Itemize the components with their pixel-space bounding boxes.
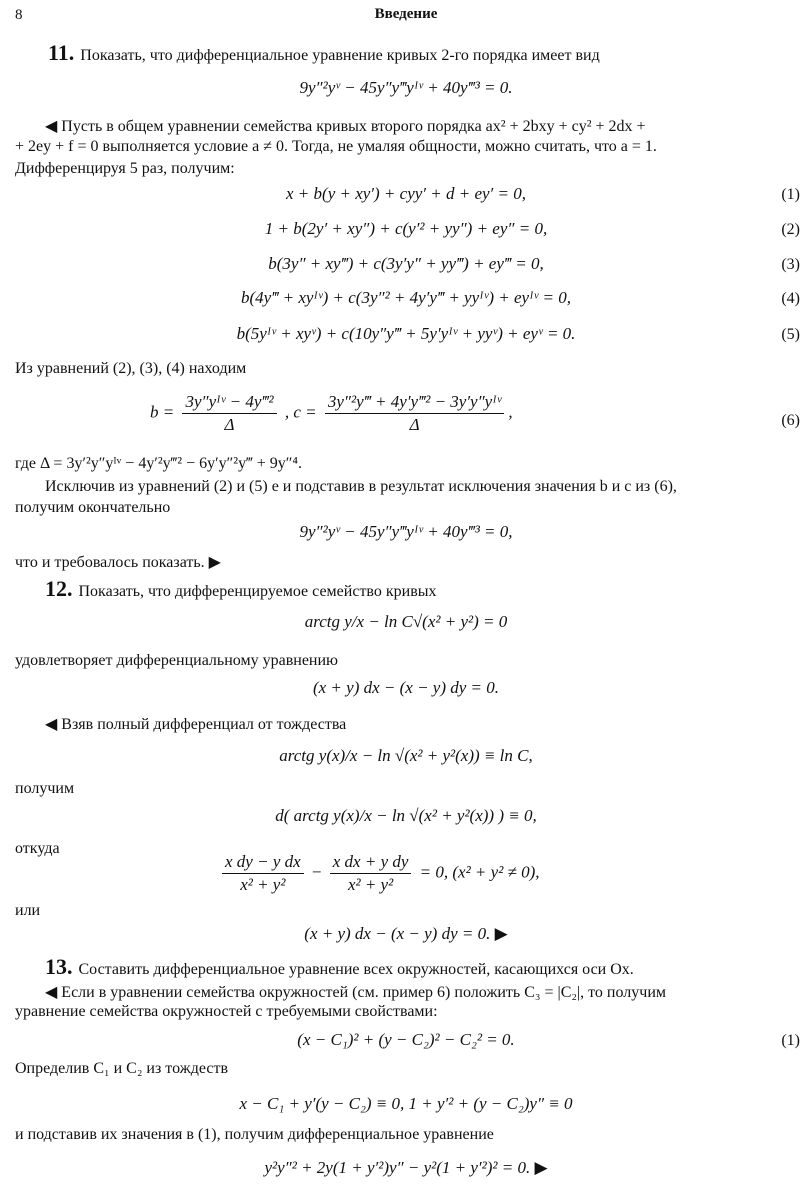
whence-text: откуда bbox=[15, 840, 60, 857]
solution-13-line-2: уравнение семейства окружностей с требуемыми свойствами: bbox=[15, 1003, 438, 1020]
delta-definition: где Δ = 3y′²y″yᴵᵛ − 4y′²y‴² − 6y′y″²y‴ + 9y″⁴. bbox=[15, 455, 302, 472]
get-text: получим bbox=[15, 780, 75, 797]
equation-3-number: (3) bbox=[781, 256, 800, 273]
solution-13-line-1: ◀ Если в уравнении семейства окружностей (см. пример 6) положить C₃ = |C₂|, то получим bbox=[45, 984, 666, 1001]
formula-final: 9y″²yᵛ − 45y″y‴yᴵᵛ + 40y‴³ = 0, bbox=[299, 522, 513, 541]
fraction-2 bbox=[330, 852, 412, 895]
final-equation-13: y²y″² + 2y(1 + y′²)y″ − y²(1 + y′²)² = 0. ▶ bbox=[264, 1158, 548, 1177]
circle-equation: (x − C₁)² + (y − C₂)² − C₂² = 0. bbox=[297, 1030, 515, 1049]
problem-number: 12. bbox=[45, 576, 73, 601]
problem-13-statement bbox=[45, 954, 634, 980]
total-differential: d( arctg y(x)/x − ln √(x² + y²(x)) ) ≡ 0, bbox=[275, 806, 537, 825]
solution-line-2: + 2ey + f = 0 выполняется условие a ≠ 0. Тогда, не умаляя общности, можно считать, что a = 1. bbox=[15, 138, 657, 155]
b-denominator: Δ bbox=[224, 415, 235, 434]
equation-1: x + b(y + xy′) + cyy′ + d + ey′ = 0, bbox=[286, 184, 526, 203]
solution-line-1: ◀ Пусть в общем уравнении семейства кривых второго порядка ax² + 2bxy + cy² + 2dx + bbox=[45, 118, 646, 135]
fraction-equation-tail: = 0, (x² + y² ≠ 0), bbox=[419, 862, 540, 882]
problem-number: 11. bbox=[48, 40, 75, 65]
determine-text: Определив C₁ и C₂ из тождеств bbox=[15, 1060, 229, 1077]
excluding-line-2: получим окончательно bbox=[15, 499, 171, 516]
problem-12-statement bbox=[45, 576, 437, 602]
c-fraction bbox=[325, 392, 505, 435]
c-lhs: , c = bbox=[284, 402, 317, 422]
from-equations-text: Из уравнений (2), (3), (4) находим bbox=[15, 360, 247, 377]
equation-4-number: (4) bbox=[781, 290, 800, 307]
taking-text: ◀ Взяв полный дифференциал от тождества bbox=[45, 716, 347, 733]
equation-5-number: (5) bbox=[781, 326, 800, 343]
c-numerator: 3y″²y‴ + 4y′y‴² − 3y′y″yᴵᵛ bbox=[325, 392, 505, 414]
equation-6: b = $\frac{\text{3y″yᴵᵛ − 4y‴²}}{\Delta}$ , c = $\frac{\text{3y″²y‴ + 4y′y‴² − 3y′y″yᴵᵛ}}{\Delta}$ , bbox=[150, 392, 513, 434]
problem-11-statement bbox=[48, 40, 600, 66]
b-fraction bbox=[182, 392, 276, 435]
curve-family: arctg y/x − ln C√(x² + y²) = 0 bbox=[304, 612, 508, 631]
equation-4: b(4y‴ + xyᴵᵛ) + c(3y″² + 4y′y‴ + yyᴵᵛ) + eyᴵᵛ = 0, bbox=[241, 288, 571, 307]
excluding-line-1: Исключив из уравнений (2) и (5) e и подставив в результат исключения значения b и c из (6), bbox=[45, 478, 677, 495]
running-title: Введение bbox=[374, 6, 438, 22]
fraction-1-denominator: x² + y² bbox=[240, 875, 286, 894]
identity: arctg y(x)/x − ln √(x² + y²(x)) ≡ ln C, bbox=[279, 746, 533, 765]
solution-line-3: Дифференцируя 5 раз, получим: bbox=[15, 160, 235, 177]
final-equation-12: (x + y) dx − (x − y) dy = 0. ▶ bbox=[304, 924, 508, 943]
fraction-2-denominator: x² + y² bbox=[347, 875, 394, 894]
c-denominator: Δ bbox=[409, 415, 420, 434]
problem-text: Показать, что дифференциальное уравнение кривых 2-го порядка имеет вид bbox=[80, 47, 600, 64]
identities: x − C₁ + y′(y − C₂) ≡ 0, 1 + y′² + (y − C₂)y″ ≡ 0 bbox=[239, 1094, 573, 1113]
qed-text: что и требовалось показать. ▶ bbox=[15, 554, 221, 571]
equation-2-number: (2) bbox=[781, 221, 800, 238]
differential-equation: (x + y) dx − (x − y) dy = 0. bbox=[312, 678, 500, 697]
fraction-2-numerator: x dx + y dy bbox=[330, 852, 412, 874]
b-lhs: b = bbox=[150, 402, 175, 422]
problem-number: 13. bbox=[45, 954, 73, 979]
fraction-equation: $\frac{\text{x dy − y dx}}{\text{x² + y²}}$ − $\frac{\text{x dx + y dy}}{\text{x² + y²}}$ = 0, (x² + y² ≠ 0), bbox=[218, 852, 540, 895]
circle-equation-number: (1) bbox=[781, 1032, 800, 1049]
equation-5: b(5yᴵᵛ + xyᵛ) + c(10y″y‴ + 5y′yᴵᵛ + yyᵛ) + eyᵛ = 0. bbox=[236, 324, 576, 343]
problem-text: Составить дифференциальное уравнение всех окружностей, касающихся оси Ox. bbox=[78, 961, 634, 978]
fraction-1-numerator: x dy − y dx bbox=[222, 852, 304, 874]
substitute-text: и подставив их значения в (1), получим дифференциальное уравнение bbox=[15, 1126, 494, 1143]
equation-3: b(3y″ + xy‴) + c(3y′y″ + yy‴) + ey‴ = 0, bbox=[268, 254, 544, 273]
b-numerator: 3y″yᴵᵛ − 4y‴² bbox=[182, 392, 276, 414]
problem-text: Показать, что дифференцируемое семейство кривых bbox=[78, 583, 437, 600]
equation-6-number: (6) bbox=[781, 412, 800, 429]
page-number: 8 bbox=[15, 7, 23, 23]
formula-main: 9y″²yᵛ − 45y″y‴yᴵᵛ + 40y‴³ = 0. bbox=[299, 78, 513, 97]
fraction-1 bbox=[222, 852, 304, 895]
satisfies-text: удовлетворяет дифференциальному уравнению bbox=[15, 652, 338, 669]
equation-1-number: (1) bbox=[781, 186, 800, 203]
or-text: или bbox=[15, 902, 41, 919]
equation-2: 1 + b(2y′ + xy″) + c(y′² + yy″) + ey″ = 0, bbox=[264, 219, 548, 238]
